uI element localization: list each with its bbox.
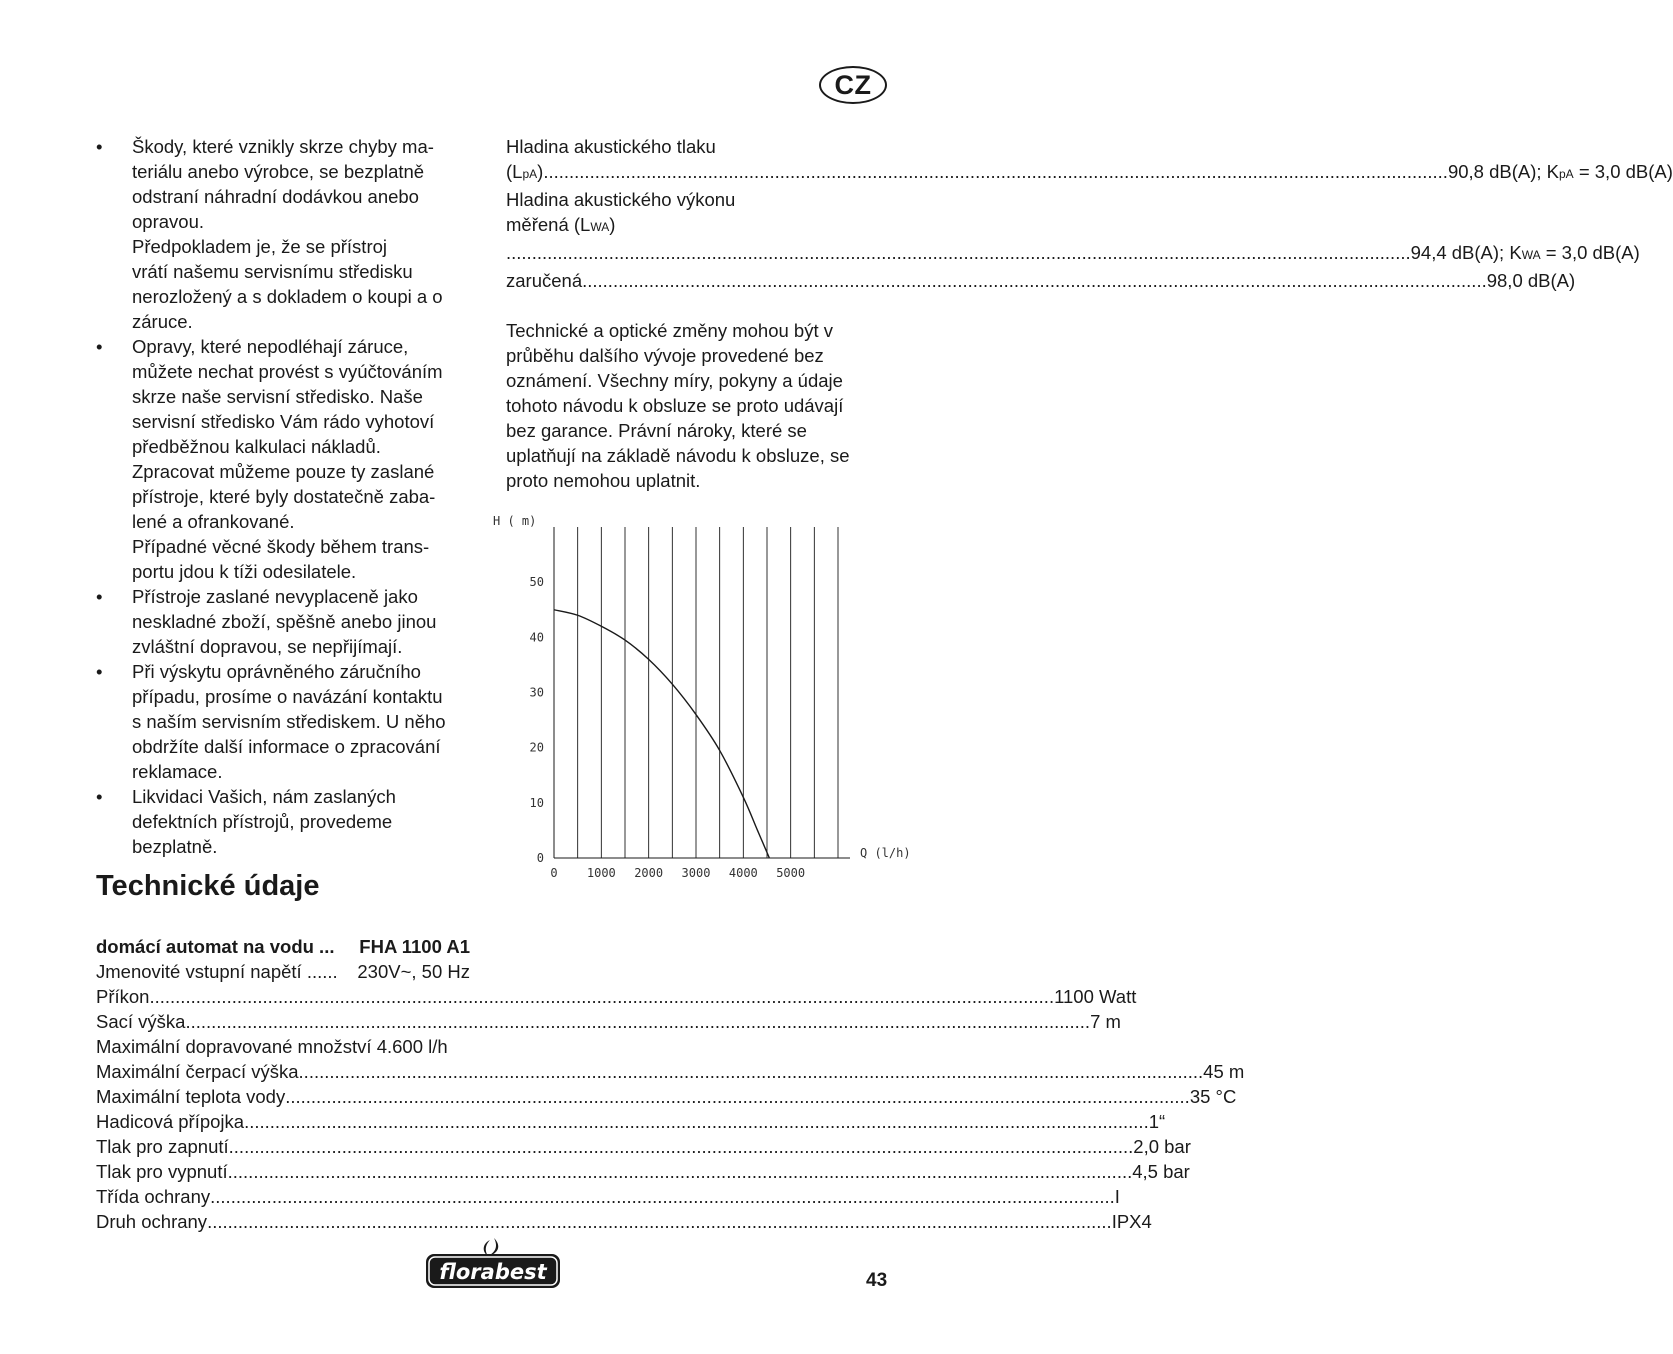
logo-text: florabest xyxy=(439,1260,547,1284)
spec-value: 4,5 bar xyxy=(1132,1161,1190,1182)
bullet-line: zvláštní dopravou, se nepřijímají. xyxy=(132,636,403,657)
bullet-line: přístroje, které byly dostatečně zaba- xyxy=(132,486,436,507)
bullet-line: odstraní náhradní dodávkou anebo xyxy=(132,186,419,207)
spec-value: 2,0 bar xyxy=(1133,1136,1191,1157)
notice-line: průběhu dalšího vývoje provedené bez xyxy=(506,345,824,366)
y-tick-label: 0 xyxy=(536,851,544,865)
bullet-line: opravou. xyxy=(132,211,204,232)
bullet-line: předběžnou kalkulaci nákladů. xyxy=(132,436,381,457)
bullet-line: reklamace. xyxy=(132,761,223,782)
spec-label: Druh ochrany xyxy=(96,1211,208,1232)
pump-curve-line xyxy=(554,610,769,858)
guaranteed-row xyxy=(506,268,1576,293)
y-tick-labels xyxy=(530,575,544,865)
bullet-dot: • xyxy=(96,661,103,682)
x-tick-label: 5000 xyxy=(776,866,806,880)
bullet-line: skrze naše servisní středisko. Naše xyxy=(132,386,423,407)
chart-grid xyxy=(578,527,838,858)
bullet-line: servisní středisko Vám rádo vyhotoví xyxy=(132,411,435,432)
spec-value: 1“ xyxy=(1148,1111,1166,1132)
pressure-row xyxy=(506,159,1673,187)
spec-label: Maximální dopravované množství 4.600 l/h xyxy=(96,1036,448,1057)
spec-value: I xyxy=(1114,1186,1120,1207)
bullet-line: Škody, které vznikly skrze chyby ma- xyxy=(132,136,434,157)
spec-row xyxy=(96,959,470,984)
measured-row xyxy=(506,240,1640,268)
spec-value: 45 m xyxy=(1203,1061,1245,1082)
x-tick-label: 3000 xyxy=(681,866,711,880)
bullet-line: defektních přístrojů, provedeme xyxy=(132,811,393,832)
y-tick-label: 20 xyxy=(529,740,544,755)
language-badge: CZ xyxy=(819,66,887,104)
spec-row xyxy=(96,1159,1190,1184)
pressure-value: 90,8 dB(A); KpA = 3,0 dB(A) xyxy=(1447,161,1673,182)
pressure-label: (LpA) xyxy=(506,161,544,182)
notice-line: oznámení. Všechny míry, pokyny a údaje xyxy=(506,370,843,391)
bullet-line: Přístroje zaslané nevyplaceně jako xyxy=(132,586,418,607)
spec-label: Hadicová přípojka xyxy=(96,1111,245,1132)
spec-label: Tlak pro zapnutí xyxy=(96,1136,229,1157)
bullet-line: případu, prosíme o navázání kontaktu xyxy=(132,686,443,707)
guaranteed-label: zaručená xyxy=(506,270,583,291)
spec-row xyxy=(96,1059,1245,1084)
spec-label: Jmenovité vstupní napětí ...... xyxy=(96,961,338,982)
bullet-line: Při výskytu oprávněného záručního xyxy=(132,661,421,682)
x-tick-label: 1000 xyxy=(586,866,616,880)
notice-line: Technické a optické změny mohou být v xyxy=(506,320,833,341)
bullet-dot: • xyxy=(96,786,103,807)
spec-value: IPX4 xyxy=(1111,1211,1152,1232)
notice-line: proto nemohou uplatnit. xyxy=(506,470,701,491)
warranty-bullet-item xyxy=(96,334,482,584)
pressure-title: Hladina akustického tlaku xyxy=(506,136,716,157)
x-tick-labels xyxy=(550,866,805,880)
dot-leader xyxy=(506,240,1411,265)
y-tick-label: 10 xyxy=(529,795,544,810)
notice-line: uplatňují na základě návodu k obsluze, se xyxy=(506,445,850,466)
bullet-line: bezplatně. xyxy=(132,836,218,857)
warranty-bullet-list xyxy=(96,134,482,859)
spec-value: FHA 1100 A1 xyxy=(359,936,470,957)
warranty-bullet-item xyxy=(96,584,482,659)
dot-leader xyxy=(285,1084,1190,1109)
measured-label: měřená (LWA) xyxy=(506,214,616,235)
dot-leader xyxy=(228,1159,1133,1184)
bullet-line: Likvidaci Vašich, nám zaslaných xyxy=(132,786,396,807)
power-title: Hladina akustického výkonu xyxy=(506,189,736,210)
guaranteed-value: 98,0 dB(A) xyxy=(1486,270,1576,291)
spec-row xyxy=(96,1134,1191,1159)
notice-line: bez garance. Právní nároky, které se xyxy=(506,420,807,441)
florabest-logo xyxy=(424,1236,562,1290)
dot-leader xyxy=(543,159,1448,184)
technical-specs-table xyxy=(96,934,1245,1234)
x-tick-label: 4000 xyxy=(728,866,758,880)
bullet-line: Předpokladem je, že se přístroj xyxy=(132,236,388,257)
y-tick-label: 50 xyxy=(529,575,544,590)
dot-leader xyxy=(207,1209,1112,1234)
warranty-bullet-item xyxy=(96,659,482,784)
bullet-line: Zpracovat můžeme pouze ty zaslané xyxy=(132,461,435,482)
dot-leader xyxy=(185,1009,1090,1034)
spec-label: Třída ochrany xyxy=(96,1186,211,1207)
spec-label: Maximální teplota vody xyxy=(96,1086,286,1107)
warranty-bullet-item xyxy=(96,784,482,859)
warranty-bullet-item xyxy=(96,134,482,334)
bullet-line: Případné věcné škody během trans- xyxy=(132,536,430,557)
dot-leader xyxy=(582,268,1487,293)
y-tick-label: 40 xyxy=(529,630,544,645)
bullet-line: Opravy, které nepodléhají záruce, xyxy=(132,336,409,357)
y-axis-label: H ( m) xyxy=(493,514,537,528)
bullet-line: portu jdou k tíži odesilatele. xyxy=(132,561,357,582)
page-number: 43 xyxy=(866,1270,888,1291)
bullet-line: s naším servisním střediskem. U něho xyxy=(132,711,446,732)
acoustic-section xyxy=(506,134,1673,493)
measured-value: 94,4 dB(A); KWA = 3,0 dB(A) xyxy=(1410,242,1640,263)
pump-performance-chart xyxy=(485,505,911,890)
spec-header-row xyxy=(96,934,470,959)
bullet-line: můžete nechat provést s vyúčtováním xyxy=(132,361,443,382)
spec-label: Tlak pro vypnutí xyxy=(96,1161,228,1182)
y-tick-label: 30 xyxy=(529,685,544,700)
notice-paragraph xyxy=(506,318,891,493)
spec-row xyxy=(96,1009,1121,1034)
spec-value: 1100 Watt xyxy=(1054,986,1137,1007)
dot-leader xyxy=(149,984,1054,1009)
x-axis-label: Q (l/h) xyxy=(860,846,911,860)
spec-row xyxy=(96,1109,1166,1134)
notice-line: tohoto návodu k obsluze se proto udávají xyxy=(506,395,844,416)
spec-row xyxy=(96,1209,1152,1234)
x-tick-label: 0 xyxy=(550,866,558,880)
spec-label: domácí automat na vodu ... xyxy=(96,936,335,957)
dot-leader xyxy=(299,1059,1204,1084)
bullet-dot: • xyxy=(96,336,103,357)
spec-value: 230V~, 50 Hz xyxy=(357,961,470,982)
dot-leader xyxy=(210,1184,1115,1209)
bullet-line: teriálu anebo výrobce, se bezplatně xyxy=(132,161,425,182)
bullet-dot: • xyxy=(96,136,103,157)
spec-row xyxy=(96,1034,470,1059)
spec-label: Maximální čerpací výška xyxy=(96,1061,299,1082)
bullet-dot: • xyxy=(96,586,103,607)
spec-label: Příkon xyxy=(96,986,150,1007)
spec-row xyxy=(96,1084,1237,1109)
bullet-line: lené a ofrankované. xyxy=(132,511,295,532)
x-tick-label: 2000 xyxy=(634,866,664,880)
bullet-line: neskladné zboží, spěšně anebo jinou xyxy=(132,611,437,632)
bullet-line: nerozložený a s dokladem o koupi a o xyxy=(132,286,443,307)
section-heading: Technické údaje xyxy=(96,870,320,902)
warranty-section xyxy=(96,134,482,859)
bullet-line: vrátí našemu servisnímu středisku xyxy=(132,261,413,282)
bullet-line: záruce. xyxy=(132,311,193,332)
spec-value: 35 °C xyxy=(1189,1086,1237,1107)
spec-value: 7 m xyxy=(1090,1011,1121,1032)
dot-leader xyxy=(244,1109,1149,1134)
spec-row xyxy=(96,1184,1120,1209)
bullet-line: obdržíte další informace o zpracování xyxy=(132,736,441,757)
spec-row xyxy=(96,984,1137,1009)
dot-leader xyxy=(229,1134,1134,1159)
spec-label: Sací výška xyxy=(96,1011,186,1032)
